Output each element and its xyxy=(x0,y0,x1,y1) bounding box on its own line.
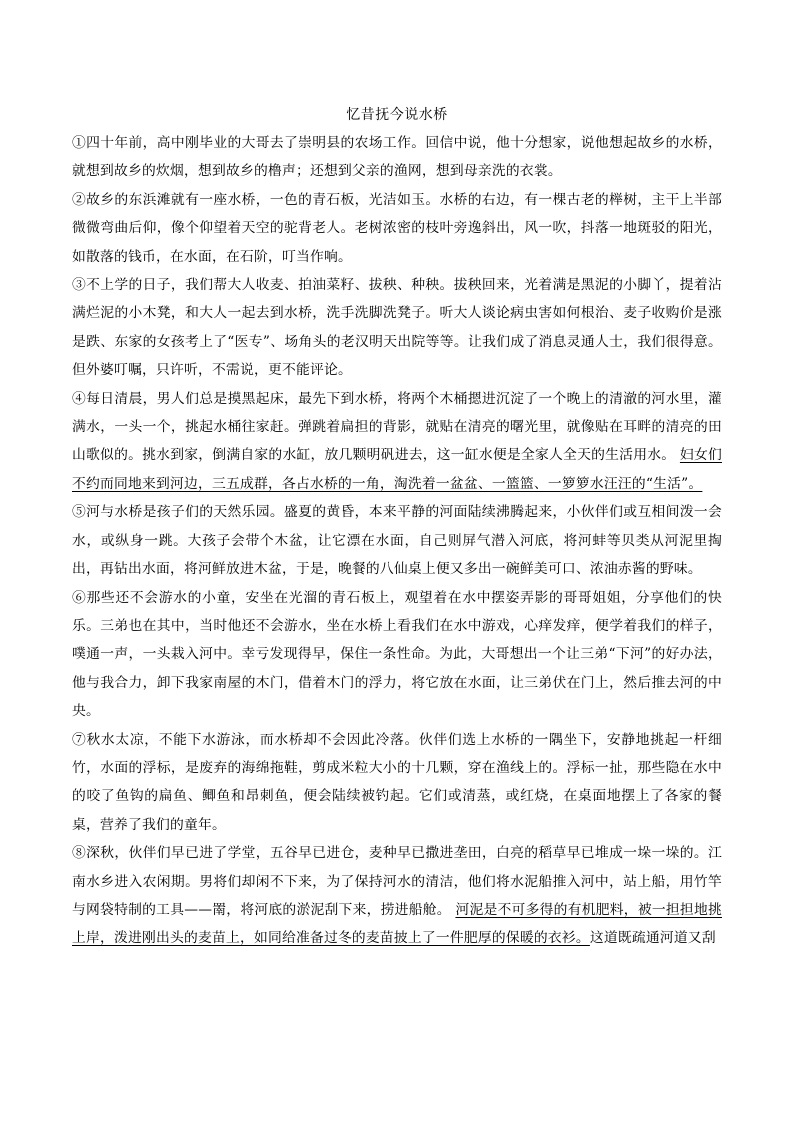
paragraph-7 xyxy=(72,726,722,840)
paragraph-text: ⑧深秋，伙伴们早已进了学堂，五谷早已进仓，麦种早已撒进垄田，白亮的稻草早已堆成一垛一垛的。江南水乡进入农闲期。男将们却闲不下来，为了保持河水的清洁，他们将水泥船推入河中，站上船，用竹竿与网袋特制的工具——罱，将河底的淤泥刮下来，捞进船舱。 xyxy=(72,845,722,918)
paragraph-1 xyxy=(72,129,722,186)
paragraph-text: ⑤河与水桥是孩子们的天然乐园。盛夏的黄昏，本来平静的河面陆续沸腾起来，小伙伴们或互相间泼一会水，或纵身一跳。大孩子会带个木盆，让它漂在水面，自己则屏气潜入河底，将河蚌等贝类从河泥里掏出，再钻出水面，将河鲜放进木盆，于是，晚餐的八仙桌上便又多出一碗鲜美可口、浓油赤酱的野味。 xyxy=(72,504,722,578)
paragraph-text: ③不上学的日子，我们帮大人收麦、拍油菜籽、拔秧、种秧。拔秧回来，光着满是黑泥的小脚丫，提着沾满烂泥的小木凳，和大人一起去到水桥，洗手洗脚洗凳子。听大人谈论病虫害如何根治、麦子收购价是涨是跌、东家的女孩考上了“医专”、场角头的老汉明天出院等等。让我们成了消息灵通人士，我们很得意。但外婆叮嘱，只许听，不需说，更不能评论。 xyxy=(72,277,722,379)
paragraph-5 xyxy=(72,498,722,583)
paragraph-tail: 这道既疏通河道又刮 xyxy=(589,930,716,947)
paragraph-text: ①四十年前，高中刚毕业的大哥去了崇明县的农场工作。回信中说，他十分想家，说他想起故乡的水桥，就想到故乡的炊烟，想到故乡的橹声；还想到父亲的渔网，想到母亲洗的衣裳。 xyxy=(72,135,722,180)
paragraph-6 xyxy=(72,584,722,726)
paragraph-text: ⑦秋水太凉，不能下水游泳，而水桥却不会因此冷落。伙伴们选上水桥的一隅坐下，安静地挑起一杆细竹，水面的浮标，是废弃的海绵拖鞋，剪成米粒大小的十几颗，穿在渔线上的。浮标一扯，那些隐在水中的咬了鱼钩的扁鱼、鲫鱼和昂刺鱼，便会陆续被钓起。它们或清蒸，或红烧，在桌面地摆上了各家的餐桌，营养了我们的童年。 xyxy=(72,731,722,833)
paragraph-4 xyxy=(72,385,722,499)
paragraph-text: ④每日清晨，男人们总是摸黑起床，最先下到水桥，将两个木桶摁进沉淀了一个晚上的清澈的河水里，灌满水，一头一个，挑起水桶往家赶。弹跳着扁担的背影，就贴在清亮的曙光里，就像贴在耳畔的清亮的田山歌似的。挑水到家，倒满自家的水缸，放几颗明矾进去，这一缸水便是全家人全天的生活用水。 xyxy=(72,390,722,464)
paragraph-8 xyxy=(72,839,722,953)
document-title: 忆昔抚今说水桥 xyxy=(346,107,448,123)
paragraph-3 xyxy=(72,271,722,385)
underlined-sentence: 河泥是不可多得的有机肥料，被一担担地挑上岸，泼进刚出头的麦苗上，如同给准备过冬的麦苗披上了一件肥厚的保暖的衣衫。 xyxy=(72,901,722,947)
paragraph-text: ⑥那些还不会游水的小童，安坐在光溜的青石板上，观望着在水中摆姿弄影的哥哥姐姐，分享他们的快乐。三弟也在其中，当时他还不会游水，坐在水桥上看我们在水中游戏，心痒发痒，便学着我们的样子，噗通一声，一头栽入河中。幸亏发现得早，保住一条性命。为此，大哥想出一个让三弟“下河”的好办法，他与我合力，卸下我家南屋的木门，借着木门的浮力，将它放在水面，让三弟伏在门上，然后推去河的中央。 xyxy=(72,589,722,720)
paragraph-text: ②故乡的东浜滩就有一座水桥，一色的青石板，光洁如玉。水桥的右边，有一棵古老的榉树，主干上半部微微弯曲后仰，像个仰望着天空的驼背老人。老树浓密的枝叶旁逸斜出，风一吹，抖落一地斑驳的阳光，如散落的钱币，在水面，在石阶，叮当作响。 xyxy=(72,191,722,265)
document-page xyxy=(72,101,722,953)
paragraph-2 xyxy=(72,186,722,271)
underlined-sentence: 妇女们不约而同地来到河边，三五成群，各占水桥的一角，淘洗着一盆盆、一篮篮、一箩箩水汪汪的“生活”。 xyxy=(72,447,722,492)
